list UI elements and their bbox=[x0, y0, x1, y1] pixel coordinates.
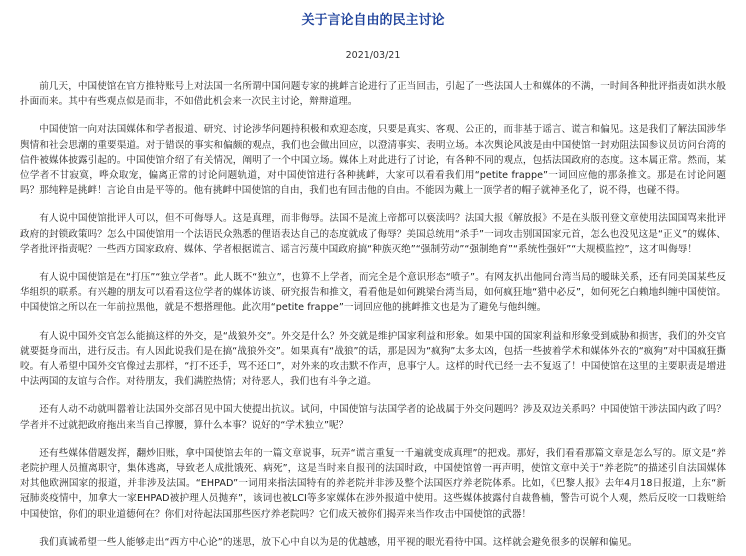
article-body bbox=[20, 79, 726, 550]
article-date: 2021/03/21 bbox=[345, 50, 401, 61]
article-paragraph: 我们真诚希望一些人能够走出“西方中心论”的迷思，放下心中自以为是的优越感，用平视的眼光看待中国。这样就会避免很多的误解和偏见。 bbox=[39, 536, 638, 548]
article-paragraph: 有人说中国使馆批评人可以，但不可侮辱人。这是真理，而非侮辱。法国不是流上帝都可以亵渎吗？法国大报《解放报》不是在头版刊登文章使用法国国骂来批评政府的封锁政策吗？怎么中国使馆用一个法语民众熟悉的俚语表达自己的态度就成了侮辱？美国总统用“杀手”一词攻击别国国家元首，怎么也没见这是“正义”的媒体、学者批评指责呢？一些西方国家政府、媒体、学者根据谎言、谣言污蔑中国政府搞“种族灭绝”“强制劳动”“强制绝育”“系统性强奸”“大规模监控”，这才叫侮辱！ bbox=[20, 213, 726, 255]
article-title: 关于言论自由的民主讨论 bbox=[301, 13, 445, 28]
article-paragraph: 中国使馆一向对法国媒体和学者报道、研究、讨论涉华问题持积极和欢迎态度，只要是真实、客观、公正的，而非基于谣言、谎言和偏见。这是我们了解法国涉华舆情和社会思潮的重要渠道。对于错误的事实和偏颇的观点，我们也会做出回应，以澄清事实、表明立场。本次舆论风波是由中国使馆一封劝阻法国参议员访问台湾的信件被媒体披露引起的。中国使馆介绍了有关情况，阐明了一个中国立场。媒体上对此进行了讨论，有各种不同的观点，包括法国政府的态度。这本属正常。然而，某位学者不甘寂寞，哗众取宠，偏离正常的讨论问题轨道，对中国使馆进行各种挑衅，大家可以看看我们用“petite frappe”一词回应他的那条推文。那是在讨论问题吗？那纯粹是挑衅！言论自由是平等的。他有挑衅中国使馆的自由，我们也有回击他的自由。不能因为戴上一顶学者的帽子就神圣化了，说不得，也碰不得。 bbox=[20, 124, 726, 197]
article-paragraph: 有人说中国外交官怎么能搞这样的外交，是“战狼外交”。外交是什么？外交就是维护国家利益和形象。如果中国的国家利益和形象受到威胁和损害，我们的外交官就要挺身而出，进行反击。有人因此说我们是在搞“战狼外交”。如果真有“战狼”的话，那是因为“疯狗”太多太凶，包括一些披着学术和媒体外衣的“疯狗”对中国疯狂撕咬。有人希望中国外交官像过去那样，“打不还手，骂不还口”，对外来的攻击默不作声，息事宁人。这样的时代已经一去不复返了！中国使馆在这里的主要职责是增进中法两国的友谊与合作。对待朋友，我们满腔热情；对待恶人，我们也有斗争之道。 bbox=[20, 330, 726, 388]
article-paragraph: 还有些媒体借题发挥，翻炒旧账，拿中国使馆去年的一篇文章说事，玩弄“谎言重复一千遍就变成真理”的把戏。那好，我们看看那篇文章是怎么写的。原文是“养老院护理人员擅离职守，集体逃离，导致老人成批饿死、病死”，这是当时来自报刊的法国时政，中国使馆曾一再声明，使馆文章中关于“养老院”的描述引自法国媒体对其他欧洲国家的报道，并非涉及法国。“EHPAD”一词用来指法国特有的养老院并非涉及整个法国医疗养老院体系。比如，《巴黎人报》去年4月18日报道，上东“新冠肺炎疫情中，加拿大一家EHPAD被护理人员抛弃”，该词也被LCI等多家媒体在涉外报道中使用。这些媒体披露付自裁鲁楠，警告可说个人观，然后反咬一口栽赃给中国使馆，你们的职业道德何在？你们对待起法国那些医疗养老院吗？它们成天被你们揭弄来当作攻击中国使馆的武器！ bbox=[20, 447, 726, 520]
article-paragraph: 前几天，中国使馆在官方推特账号上对法国一名所谓中国问题专家的挑衅言论进行了正当回击，引起了一些法国人士和媒体的不满，一时间各种批评指责如洪水般扑面而来。其中有些观点似是而非，不如借此机会来一次民主讨论，辩辩道理。 bbox=[20, 81, 726, 108]
article-paragraph: 还有人动不动就叫嚣着让法国外交部召见中国大使提出抗议。试问，中国使馆与法国学者的论战属于外交问题吗？涉及双边关系吗？中国使馆干涉法国内政了吗？学者并不过就把政府拖出来当自己撑腰，算什么本事？说好的“学术独立”呢？ bbox=[20, 404, 726, 431]
article-paragraph: 有人说中国使馆是在“打压”“独立学者”。此人既不“独立”，也算不上学者，而完全是个意识形态“喷子”。有网友扒出他同台湾当局的暧昧关系，还有同美国某些反华组织的联系。有兴趣的朋友可以看看这位学者的媒体访谈、研究报告和推文，看看他是如何跳梁台湾当局，如何疯狂地“猎中必反”，如何死乞白赖地纠缠中国使馆。中国使馆之所以在一年前拉黑他，就是不想搭理他。此次用“petite frappe”一词回应他的挑衅推文也是为了避免与他纠缠。 bbox=[20, 272, 726, 314]
